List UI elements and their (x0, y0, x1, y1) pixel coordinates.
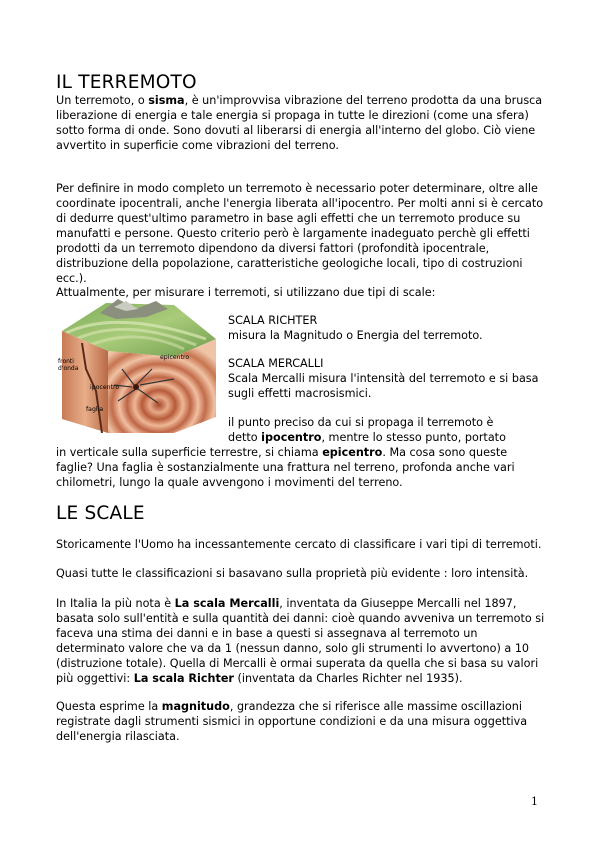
ipocentro-line-1: il punto preciso da cui si propaga il terremoto è (228, 416, 494, 429)
term-scala-richter: La scala Richter (133, 672, 234, 685)
intro-paragraph-2: Per definire in modo completo un terremoto è necessario poter determinare, oltre alle coordinate ipocentrali, anche l'energia liberata all'ipocentro. Per molti anni si è cercato di dedurre quest'ultimo parametro in base agli effetti che un terremoto produce su manufatti e persone. Questo criterio però è largamente inadeguato perchè gli effetti prodotti da un terremoto dipendono da diversi fattori (profondità ipocentrale, distribuzione della popolazione, caratteristiche geologiche locali, tipo di costruzioni ecc.). (56, 182, 544, 285)
heading-il-terremoto: IL TERREMOTO (56, 72, 197, 93)
earthquake-diagram-image (56, 299, 222, 433)
richter-title: SCALA RICHTER (228, 314, 318, 327)
scale-paragraph-2: Quasi tutte le classificazioni si basavano sulla proprietà più evidente : loro intensità. (56, 567, 529, 580)
label-epicentro: epicentro (160, 354, 190, 361)
mercalli-title: SCALA MERCALLI (228, 357, 324, 370)
term-scala-mercalli: La scala Mercalli (174, 597, 280, 610)
page-number: 1 (531, 795, 538, 808)
label-fronti-donda: fronti d'onda (58, 358, 79, 372)
term-magnitudo: magnitudo (161, 700, 230, 713)
scale-paragraph-3: In Italia la più nota è La scala Mercalli, inventata da Giuseppe Mercalli nel 1897, basata solo sull'entità e sulla quantità dei danni: cioè quando avveniva un terremoto si faceva una stima dei danni e in base a questi si assegnava al terremoto un determinato valore che va da 1 (nessun danno, solo gli strumenti lo avvertono) a 10 (distruzione totale). Quella di Mercalli è ormai superata da quella che si basa su valori più oggettivi: La scala Richter (inventata da Charles Richter nel 1935). (56, 597, 545, 685)
intro-paragraph-1: Un terremoto, o sisma, è un'improvvisa vibrazione del terreno prodotta da una brusca liberazione di energia e tale energia si propaga in tutte le direzioni (come una sfera) sotto forma di onde. Sono dovuti al liberarsi di energia all'interno del globo. Ciò viene avvertito in superficie come vibrazioni del terreno. (56, 94, 543, 152)
mercalli-block (228, 356, 548, 401)
richter-text: misura la Magnitudo o Energia del terremoto. (228, 329, 483, 342)
heading-le-scale: LE SCALE (56, 503, 145, 524)
term-sisma: sisma (148, 94, 185, 107)
label-ipocentro: ipocentro (90, 384, 120, 391)
label-faglia: faglia (86, 406, 104, 413)
intro-paragraph-3: Attualmente, per misurare i terremoti, si utilizzano due tipi di scale: (56, 286, 436, 299)
richter-block (228, 313, 558, 343)
earthquake-diagram-figure (56, 299, 222, 433)
ipocentro-line-2: detto ipocentro, mentre lo stesso punto, portato (228, 431, 506, 444)
term-ipocentro: ipocentro (261, 431, 322, 444)
scale-paragraph-1: Storicamente l'Uomo ha incessantemente cercato di classificare i vari tipi di terremoti. (56, 538, 542, 551)
mercalli-text: Scala Mercalli misura l'intensità del terremoto e si basa sugli effetti macrosismici. (228, 372, 539, 400)
scale-paragraph-4: Questa esprime la magnitudo, grandezza che si riferisce alle massime oscillazioni registrate dagli strumenti sismici in opportune condizioni e da una misura oggettiva dell'energia rilasciata. (56, 700, 528, 743)
term-epicentro: epicentro (322, 446, 383, 459)
ipocentro-paragraph: in verticale sulla superficie terrestre, si chiama epicentro. Ma cosa sono queste faglie? Una faglia è sostanzialmente una frattura nel terreno, profonda anche vari chilometri, lungo la quale avvengono i movimenti del terreno. (56, 446, 515, 489)
